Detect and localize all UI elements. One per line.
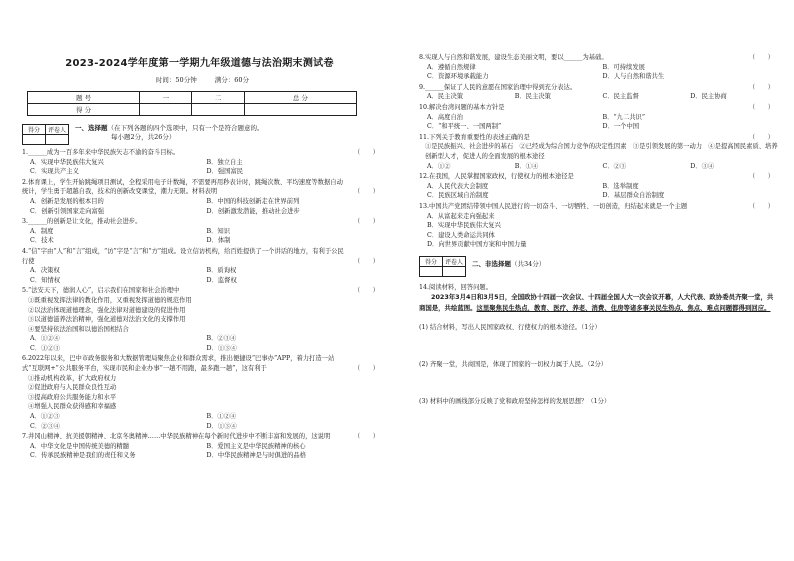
statement-item: ④要坚持依法治国和以德治国相结合	[28, 325, 129, 333]
question-number: 5.	[22, 287, 29, 295]
q14-sub-1: (1) 结合材料，写出人民国家政权、行使权力的根本途径。（1分）	[419, 324, 601, 332]
option-item[interactable]: B．可持续发展	[602, 63, 645, 71]
exam-title: 2023-2024学年度第一学期九年级道德与法治期末测试卷	[65, 58, 334, 69]
question-9	[419, 83, 778, 102]
question-number: 10.	[419, 103, 430, 111]
option-item[interactable]: D．监督权	[206, 276, 237, 284]
section2-title: 二、非选择题	[472, 259, 511, 268]
section2-header	[419, 256, 778, 277]
statement-item: ③以道德滋养法治精神，强化道德对法治文化的支撑作用	[28, 316, 186, 324]
q14-sub-3: (3) 材料中的画线部分反映了党和政府坚持怎样的发展思想？（1分）	[419, 397, 611, 405]
option-item[interactable]: A．高度自治	[427, 113, 464, 121]
question-1	[22, 148, 383, 177]
question-number: 3.	[22, 218, 29, 226]
option-list	[22, 158, 383, 177]
option-list	[419, 63, 778, 82]
question-3	[22, 217, 383, 246]
question-stem: 在我国，人民掌握国家政权，行使权力的根本途径是	[429, 173, 574, 181]
grader-cell[interactable]	[420, 266, 443, 276]
exam-meta	[22, 75, 383, 84]
question-number: 2.	[22, 178, 29, 186]
option-list	[22, 227, 383, 246]
option-item[interactable]: A．①②④	[30, 335, 60, 343]
option-item[interactable]: C．实现共产主义	[30, 168, 79, 176]
question-10	[419, 103, 778, 132]
option-item[interactable]: A．决策权	[30, 267, 60, 275]
section2-desc: （共34分）	[511, 259, 546, 268]
option-item[interactable]: C．民族区域自治制度	[427, 192, 489, 200]
option-item[interactable]: D．基层群众自治制度	[602, 192, 665, 200]
answer-paren[interactable]: （ ）	[353, 257, 379, 265]
question-stem-line	[419, 133, 778, 143]
answer-paren[interactable]: （ ）	[353, 287, 379, 295]
question-stem-line	[22, 286, 383, 296]
option-list	[22, 334, 383, 353]
question-stem-line	[22, 217, 383, 227]
question-stem-line	[22, 178, 383, 197]
question-number: 7.	[22, 433, 29, 441]
question-stem-line	[22, 432, 383, 442]
score-cell[interactable]	[140, 104, 192, 116]
option-item[interactable]: A．民主决策	[427, 93, 464, 101]
question-stem: 下列关于教育重要性的表述正确的是	[429, 133, 530, 141]
option-item[interactable]: C．技术	[30, 237, 54, 245]
answer-space[interactable]	[419, 370, 778, 388]
grader-box	[419, 256, 466, 277]
question-stem: 体育课上，学生开始跳绳项目测试，全程采用电子计数绳，不需要再用秒表计时，跳绳次数、平均速度等数据自动统计，学生勇于超越自我，技术的创新改变课堂，潮力无限。材料表明	[22, 178, 343, 196]
question-stem-line	[22, 148, 383, 158]
question-stem: 实现人与自然和谐发展，建设生态美丽文明，要以______为基础。	[425, 54, 608, 61]
question-stem: ______成为一百多年来中华民族矢志不渝的奋斗目标。	[28, 149, 180, 156]
option-item[interactable]: D．体制	[206, 237, 231, 245]
q14-material	[419, 292, 778, 314]
option-list	[419, 113, 778, 132]
question-stem-line	[419, 83, 778, 93]
q14-sub-2: (2) 齐聚一堂，共商国是，体现了国家的一切权力属于人民。（2分）	[419, 361, 608, 369]
statement-item: ③提高政府公共服务能力和水平	[28, 393, 117, 401]
answer-paren[interactable]: （ ）	[353, 218, 379, 226]
section1-desc2: 每小题2分，共26分）	[111, 133, 176, 141]
right-questions	[419, 53, 778, 250]
question-4	[22, 247, 383, 285]
statement-item: ①既重视发挥法律的教化作用，又重视发挥道德的规范作用	[28, 296, 192, 304]
option-item[interactable]: D．一个中国	[602, 123, 640, 131]
question-number: 8.	[419, 54, 426, 61]
option-list	[22, 442, 383, 461]
option-item[interactable]: C．知情权	[30, 276, 61, 284]
option-item[interactable]: D．创新激发潜能，推动社会进步	[206, 207, 300, 215]
left-questions	[22, 148, 383, 461]
answer-paren[interactable]: （ ）	[353, 188, 379, 196]
statement-item: ②促进政府与人民群众良性互动	[28, 384, 117, 392]
question-stem: “法安天下，德润人心”，启示我们在国家和社会治理中	[28, 287, 180, 295]
option-list	[419, 182, 778, 201]
exam-time: 时间：50分钟	[155, 76, 197, 84]
question-11	[419, 133, 778, 171]
exam-score: 满分：60分	[214, 76, 250, 84]
option-item[interactable]: B．①④	[514, 162, 539, 170]
question-stem: 解决台湾问题的基本方针是	[429, 103, 505, 111]
option-item[interactable]: B．“九二共识”	[602, 113, 646, 121]
option-item[interactable]: D．向世界贡献中国方案和中国力量	[427, 241, 527, 249]
question-7	[22, 432, 383, 461]
grader-box	[22, 124, 69, 145]
answer-paren[interactable]: （ ）	[353, 433, 379, 441]
answer-space[interactable]	[419, 333, 778, 351]
question-number: 14.	[419, 283, 430, 291]
option-item[interactable]: D．中华民族精神是与时俱进的品格	[206, 452, 307, 460]
statement-item: ①是民族振兴、社会进步的基石 ②已经成为综合国力竞争的决定性因素 ③是引领发展的第一动力 ④是提高国民素质、培养创新型人才，促进人的全面发展的根本途径	[425, 143, 778, 160]
question-stem-line	[22, 247, 383, 266]
option-item[interactable]: C．②③④	[30, 422, 61, 430]
option-item[interactable]: D．民主协商	[690, 93, 727, 101]
option-item[interactable]: A．实现中华民族伟大复兴	[30, 158, 104, 166]
option-list	[419, 162, 778, 172]
question-stem-line	[419, 53, 778, 63]
question-number: 6.	[22, 355, 29, 363]
question-stem-line	[419, 202, 778, 212]
grader-cell[interactable]	[443, 266, 466, 276]
option-item[interactable]: D．人与自然和谐共生	[602, 73, 665, 81]
option-item[interactable]: B．知识	[206, 227, 231, 235]
score-row-label: 得 分	[28, 104, 140, 116]
option-item[interactable]: A．创新是发展的根本目的	[30, 197, 104, 205]
grader-label: 评卷人	[443, 256, 466, 266]
question-number: 1.	[22, 149, 29, 156]
statement-item: ①推动机构改革，扩大政府权力	[28, 374, 117, 382]
question-14	[419, 283, 778, 406]
question-stem: “信”字由“人”和“言”组成，“访”字是“言”和“方”组成。设立信访机构，给百姓提供了一个讲话的地方，有利于公民行使	[22, 247, 344, 265]
section1-desc: （在下列各题的四个选项中，只有一个是符合题意的。	[107, 124, 264, 132]
option-item[interactable]: A．从富起来走向强起来	[427, 212, 495, 220]
option-item[interactable]: C．②③	[602, 162, 627, 170]
question-stem-line	[22, 354, 383, 373]
option-item[interactable]: A．人民代表大会制度	[427, 182, 489, 190]
score-cell[interactable]	[244, 104, 356, 116]
option-item[interactable]: B．爱国主义是中华民族精神的核心	[206, 442, 306, 450]
section1-title: 一、选择题	[75, 124, 108, 132]
question-stem: ______保证了人民的意愿在国家治理中得到充分表达。	[425, 83, 577, 91]
score-header-cell: 总 分	[244, 92, 356, 104]
option-item[interactable]: B．②③④	[206, 335, 237, 343]
q14-material-plain: 2023年3月4日和3月5日，全国政协十四届一次会议、十四届全国人大一次会议开幕，人大代表、政协委员齐聚一堂，共商国是，共绘蓝图。	[419, 293, 774, 313]
question-8	[419, 53, 778, 82]
question-2	[22, 178, 383, 216]
option-item[interactable]: A．①②	[427, 162, 451, 170]
question-number: 11.	[419, 133, 430, 141]
option-item[interactable]: C．“和平统一、一国两制”	[427, 123, 502, 131]
option-item[interactable]: C．创新引领国家走向富强	[30, 207, 105, 215]
answer-paren[interactable]: （ ）	[748, 54, 774, 61]
answer-paren[interactable]: （ ）	[748, 83, 774, 91]
question-stem-line	[419, 103, 778, 113]
option-item[interactable]: C．建设人类命运共同体	[427, 231, 495, 239]
right-page	[397, 0, 794, 561]
section1-header	[22, 124, 383, 145]
answer-paren[interactable]: （ ）	[748, 103, 774, 111]
score-cell[interactable]	[192, 104, 244, 116]
option-item[interactable]: C．资源环境承载能力	[427, 73, 489, 81]
grader-cell[interactable]	[46, 135, 69, 145]
option-item[interactable]: B．实现中华民族伟大复兴	[427, 222, 501, 230]
question-stem: 井冈山精神、抗美援朝精神、北京冬奥精神……中华民族精神在每个新时代进步中不断丰富和发展的，这说明	[28, 433, 331, 441]
option-item[interactable]: B．质询权	[206, 267, 237, 275]
option-item[interactable]: C．①②③	[30, 344, 61, 352]
option-item[interactable]: B．选举制度	[602, 182, 639, 190]
question-6	[22, 354, 383, 431]
question-stem: 2022年以来，巴中市政务服务和大数据管理局聚焦企业和群众需求，推出便捷设“巴事办”APP，着力打造一站式“互联网+”公共服务平台，实现市民和企业办事“一趟不用跑，最多跑一趟”，这有利于	[22, 355, 335, 373]
option-list	[22, 266, 383, 285]
grader-label: 得分	[420, 256, 443, 266]
question-12	[419, 172, 778, 201]
section1-title-block	[75, 124, 264, 142]
grader-cell[interactable]	[23, 135, 46, 145]
option-list	[419, 212, 778, 250]
option-item[interactable]: D．①③④	[206, 422, 237, 430]
option-item[interactable]: D．强国富民	[206, 168, 244, 176]
answer-paren[interactable]: （ ）	[748, 202, 774, 210]
statement-item: ④增强人民群众获得感和幸福感	[28, 403, 117, 411]
option-list	[22, 412, 383, 431]
option-item[interactable]: A．遵循自然规律	[427, 63, 476, 71]
option-item[interactable]: D．①③④	[206, 344, 237, 352]
question-stem-line	[419, 172, 778, 182]
section2-title-block	[472, 260, 545, 269]
question-number: 12.	[419, 173, 430, 181]
q14-material-underlined: 这里聚焦民生热点，教育、医疗、养老、消费、住房等诸多事关民生热点、焦点、难点问题都得到回应。	[476, 304, 771, 313]
grader-label: 得分	[23, 125, 46, 135]
question-stem: 中国共产党团结带领中国人民进行的一切奋斗、一切牺牲、一切创造，归结起来就是一个主题	[429, 202, 688, 210]
option-list	[419, 92, 778, 102]
question-5	[22, 286, 383, 353]
option-item[interactable]: B．民主决策	[514, 93, 551, 101]
option-item[interactable]: C．传承民族精神是我们的责任和义务	[30, 452, 136, 460]
question-stem: ______的创新是让文化，推动社会进步。	[28, 218, 142, 226]
score-header-cell: 二	[192, 92, 244, 104]
question-number: 13.	[419, 202, 430, 210]
option-item[interactable]: D．③④	[690, 162, 715, 170]
option-list	[22, 197, 383, 216]
grader-label: 评卷人	[46, 125, 69, 135]
option-item[interactable]: A．制度	[30, 227, 54, 235]
score-header-cell: 一	[140, 92, 192, 104]
question-13	[419, 202, 778, 250]
question-stem: 阅读材料，回答问题。	[429, 283, 492, 291]
option-item[interactable]: A．中华文化是中国传统美德的精髓	[30, 442, 130, 450]
option-item[interactable]: B．①②④	[206, 413, 237, 421]
score-table	[27, 91, 357, 116]
question-number: 9.	[419, 83, 426, 91]
answer-paren[interactable]: （ ）	[748, 133, 774, 141]
option-item[interactable]: C．民主监督	[602, 93, 639, 101]
option-item[interactable]: B．独立自主	[206, 158, 243, 166]
answer-paren[interactable]: （ ）	[353, 149, 379, 156]
answer-paren[interactable]: （ ）	[748, 173, 774, 181]
score-header-cell: 题 号	[28, 92, 140, 104]
answer-paren[interactable]: （ ）	[353, 365, 379, 373]
question-number: 4.	[22, 247, 29, 255]
option-item[interactable]: A．①②③	[30, 413, 60, 421]
statement-item: ②以法治体现道德理念，强化法律对道德建设的促进作用	[28, 306, 186, 314]
option-item[interactable]: B．中国的科技创新走在世界前列	[206, 197, 300, 205]
